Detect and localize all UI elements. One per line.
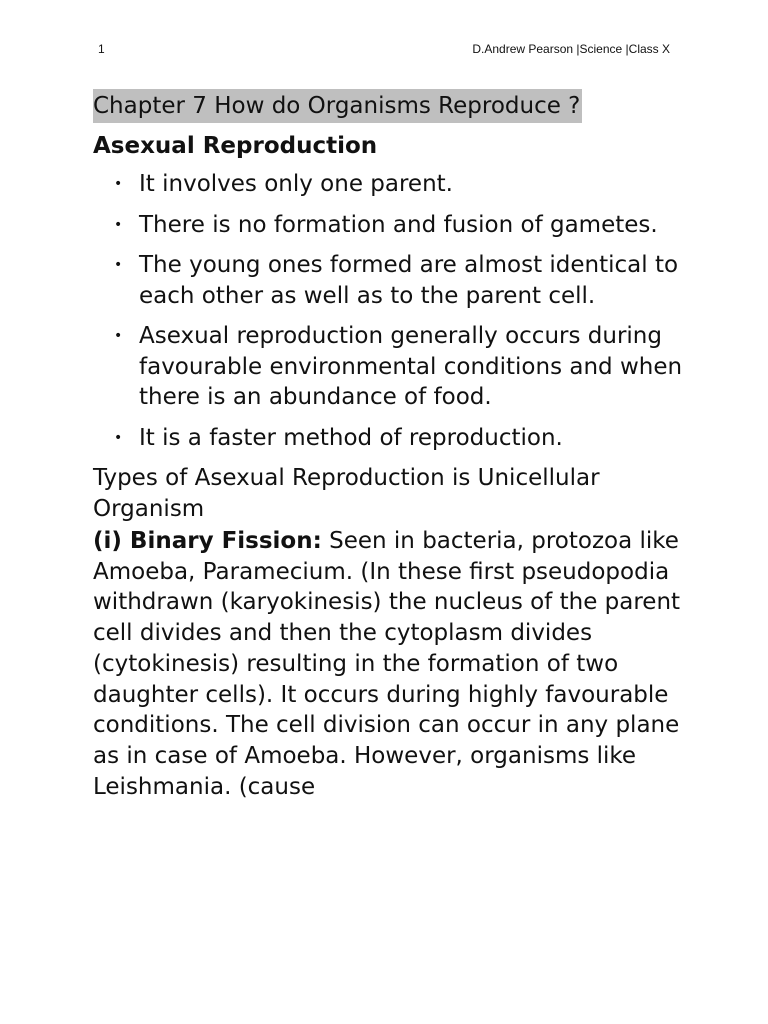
list-item <box>93 321 683 413</box>
document-body <box>93 89 683 802</box>
bullet-icon: • <box>114 328 123 344</box>
list-item <box>93 169 683 200</box>
page-number: 1 <box>98 42 105 56</box>
section-heading: Asexual Reproduction <box>93 133 378 159</box>
binary-fission-paragraph <box>93 526 683 802</box>
list-item-text: The young ones formed are almost identical to each other as well as to the parent cell. <box>139 252 679 309</box>
bullet-icon: • <box>114 176 123 192</box>
list-item-text: Asexual reproduction generally occurs during favourable environmental conditions and when there is an abundance of food. <box>139 323 683 410</box>
binary-fission-text: Seen in bacteria, protozoa like Amoeba, Paramecium. (In these first pseudopodia withdrawn (karyokinesis) the nucleus of the parent cell divides and then the cytoplasm divides (cytokinesis) resulting in the formation of two daughter cells). It occurs during highly favourable conditions. The cell division can occur in any plane as in case of Amoeba. However, organisms like Leishmania. (cause <box>93 528 681 800</box>
chapter-title: Chapter 7 How do Organisms Reproduce ? <box>93 89 582 123</box>
bullet-icon: • <box>114 429 123 446</box>
list-item <box>93 250 683 311</box>
list-item-text: It is a faster method of reproduction. <box>139 424 563 451</box>
bullet-list <box>93 169 683 453</box>
bullet-icon: • <box>114 216 123 233</box>
running-header: D.Andrew Pearson |Science |Class X <box>472 42 670 56</box>
list-item-text: It involves only one parent. <box>139 171 453 197</box>
binary-fission-label: (i) Binary Fission: <box>93 528 322 554</box>
types-paragraph: Types of Asexual Reproduction is Unicellular Organism <box>93 465 600 522</box>
bullet-icon: • <box>114 257 123 273</box>
list-item <box>93 423 683 454</box>
page-header <box>98 42 670 60</box>
list-item-text: There is no formation and fusion of gametes. <box>139 211 658 238</box>
list-item <box>93 210 683 241</box>
